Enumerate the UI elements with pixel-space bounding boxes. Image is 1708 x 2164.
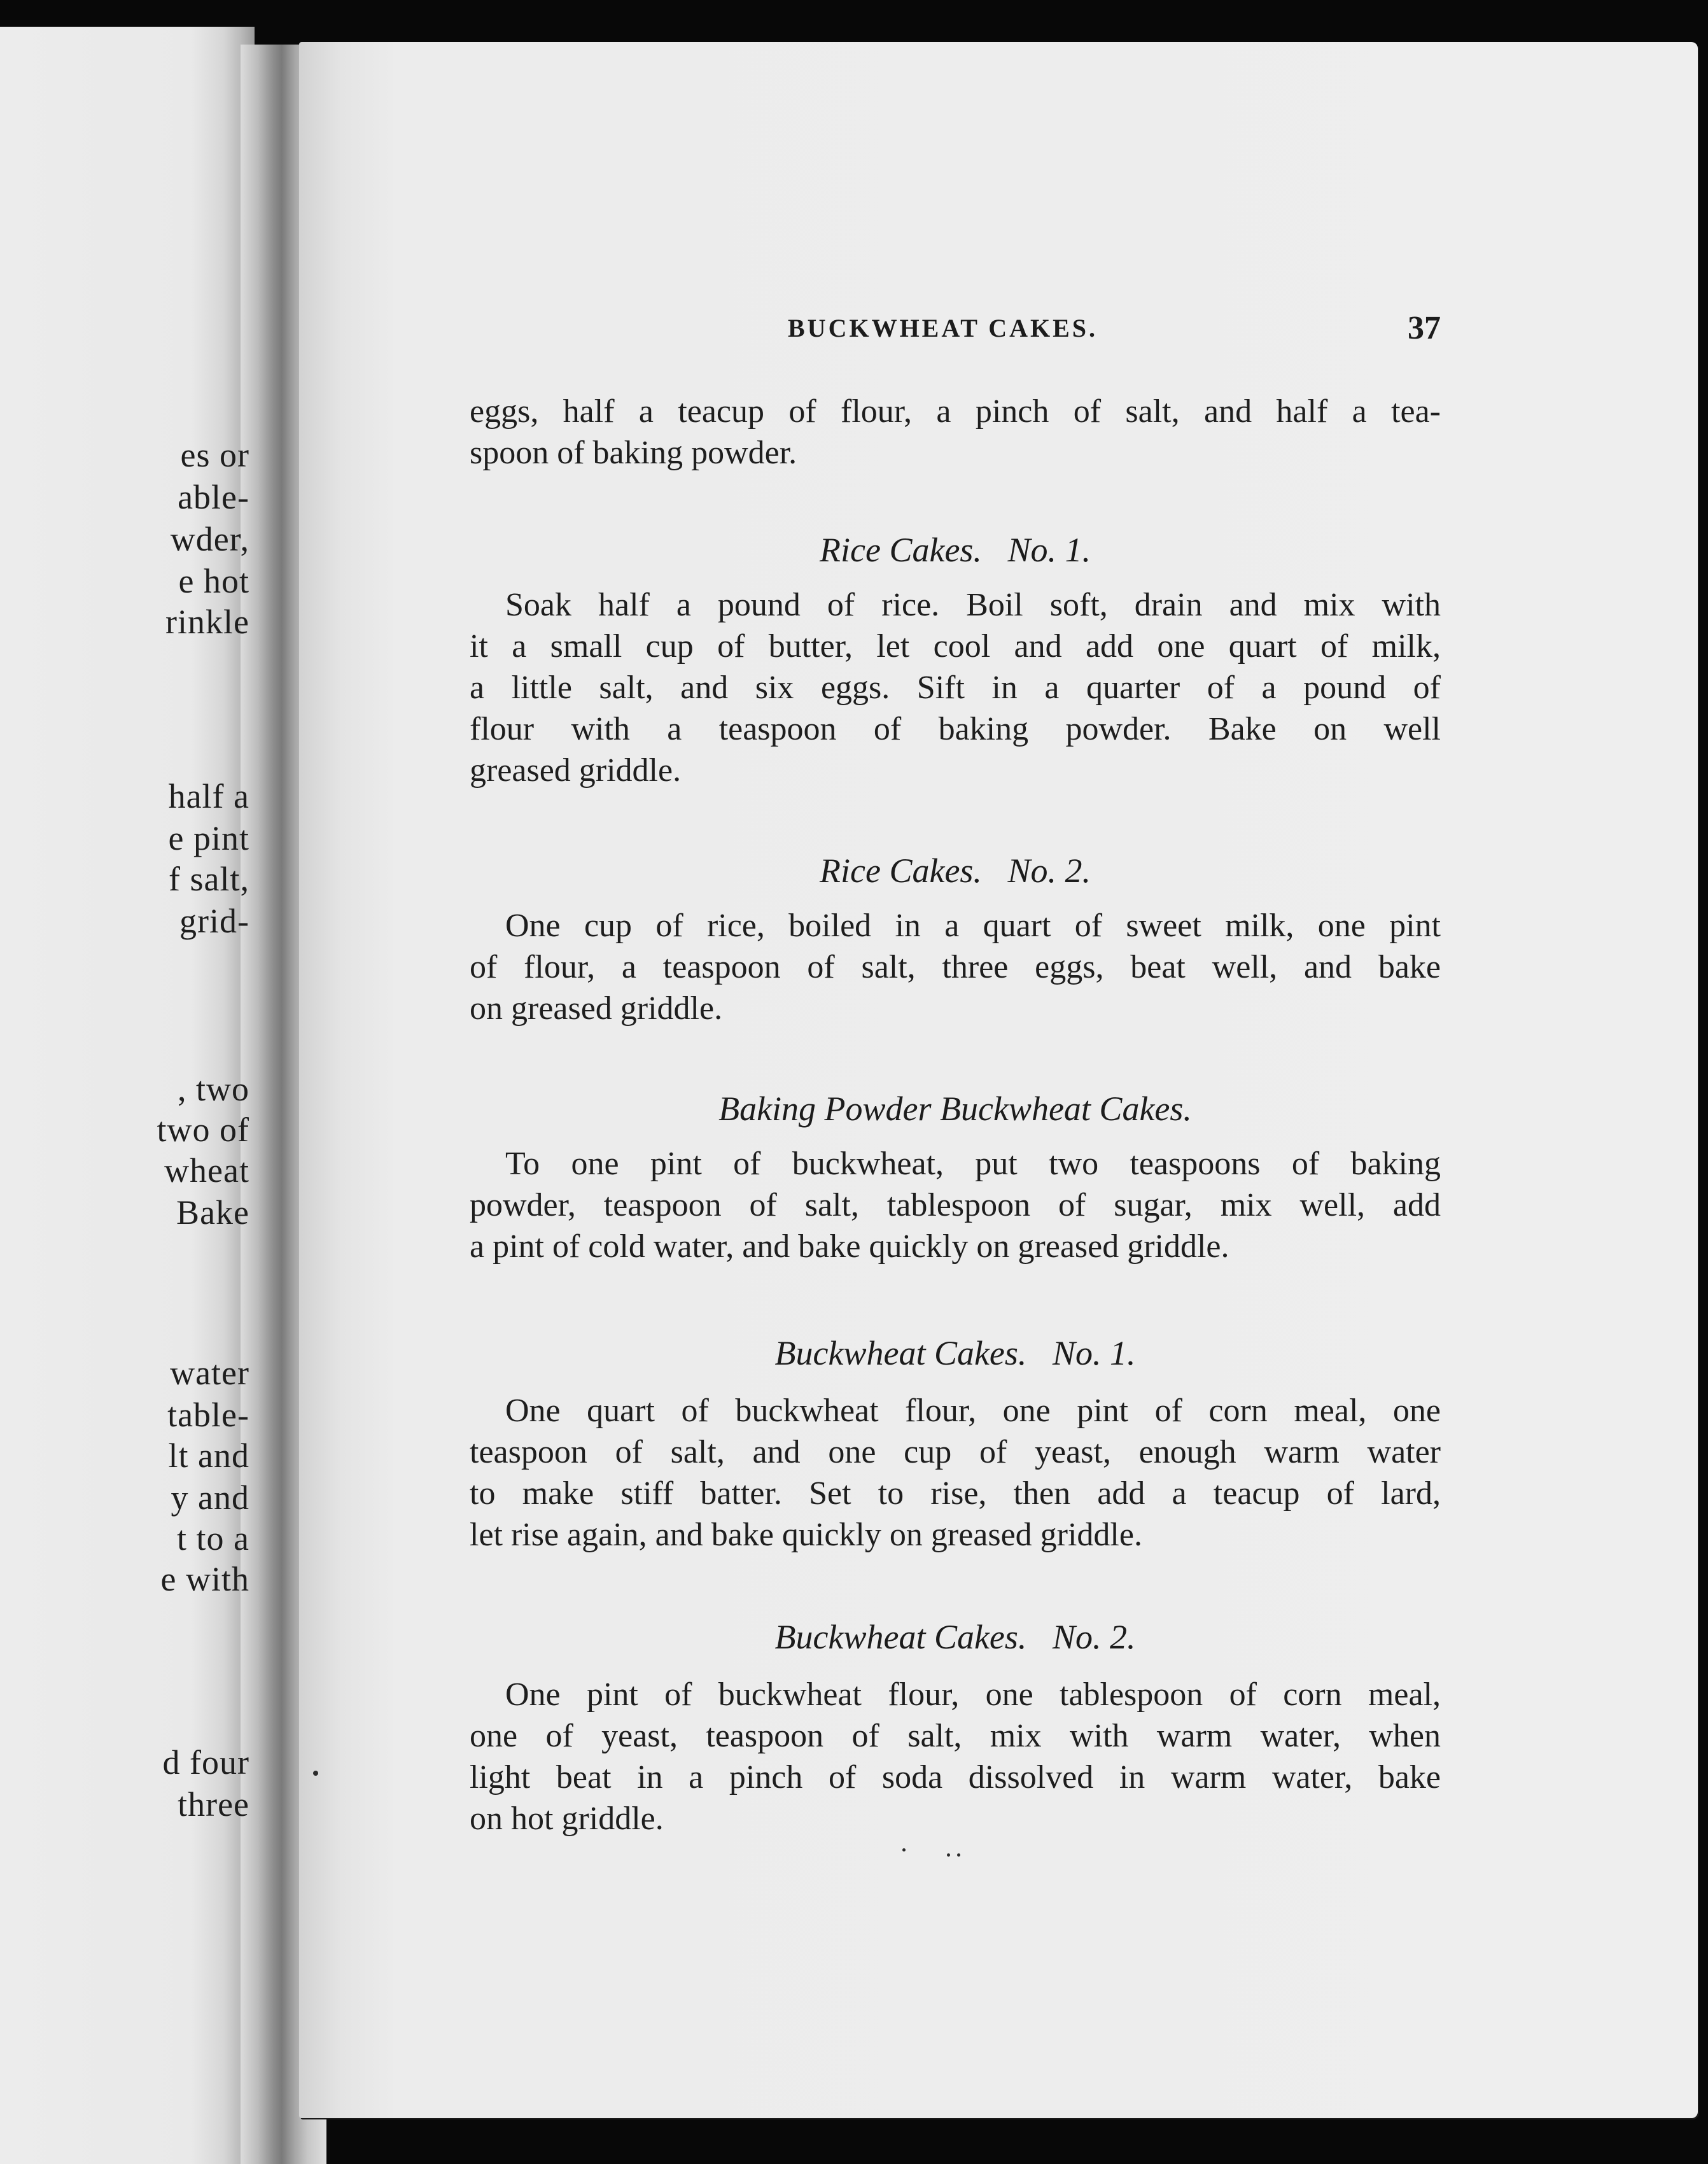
left-page-line: es or bbox=[180, 436, 249, 474]
paragraph-line: flour with a teaspoon of baking powder. Bake on well bbox=[470, 711, 1441, 747]
left-page-line: water bbox=[170, 1354, 249, 1392]
left-page-line: grid- bbox=[179, 902, 249, 940]
left-page-line: able- bbox=[178, 478, 249, 516]
recipe-rice-cakes-2 bbox=[470, 850, 1441, 891]
scan-speck bbox=[947, 1853, 950, 1857]
recipe-body bbox=[470, 1674, 1441, 1839]
recipe-number: No. 1. bbox=[1007, 531, 1091, 569]
recipe-number: No. 1. bbox=[1052, 1334, 1136, 1372]
recipe-heading bbox=[470, 1333, 1441, 1374]
left-page-line: table- bbox=[167, 1396, 249, 1434]
recipe-rice-cakes-1 bbox=[470, 530, 1441, 570]
paragraph-line: a little salt, and six eggs. Sift in a quarter of a pound of bbox=[470, 670, 1441, 706]
left-page-line: , two bbox=[178, 1070, 249, 1108]
left-page-line: three bbox=[178, 1785, 249, 1823]
recipe-baking-powder-buckwheat bbox=[470, 1088, 1441, 1129]
paragraph-line: One cup of rice, boiled in a quart of sweet milk, one pint bbox=[505, 908, 1441, 944]
paragraph-line: on hot griddle. bbox=[470, 1801, 664, 1837]
recipe-body bbox=[470, 584, 1441, 791]
recipe-title: Rice Cakes. bbox=[820, 531, 982, 569]
paragraph-line: eggs, half a teacup of flour, a pinch of salt, and half a tea- bbox=[470, 393, 1441, 430]
left-page-line: wheat bbox=[164, 1151, 249, 1190]
intro-continuation bbox=[470, 391, 1441, 474]
running-header bbox=[470, 310, 1441, 351]
recipe-number: No. 2. bbox=[1052, 1618, 1136, 1656]
recipe-buckwheat-cakes-1 bbox=[470, 1333, 1441, 1374]
left-page-line: rinkle bbox=[165, 603, 249, 641]
paragraph-line: of flour, a teaspoon of salt, three eggs, beat well, and bake bbox=[470, 949, 1441, 985]
paragraph-line: spoon of baking powder. bbox=[470, 435, 797, 471]
paragraph-line: light beat in a pinch of soda dissolved in warm water, bake bbox=[470, 1759, 1441, 1795]
left-page-line: y and bbox=[171, 1479, 249, 1517]
left-page-line: e with bbox=[160, 1560, 249, 1598]
recipe-body bbox=[470, 1390, 1441, 1556]
left-page-line: t to a bbox=[177, 1519, 249, 1557]
left-page-line: half a bbox=[168, 777, 249, 815]
paragraph-line: greased griddle. bbox=[470, 752, 682, 789]
recipe-title: Buckwheat Cakes. bbox=[774, 1334, 1027, 1372]
paragraph-line: let rise again, and bake quickly on greased griddle. bbox=[470, 1517, 1142, 1553]
paragraph-line: it a small cup of butter, let cool and add one quart of milk, bbox=[470, 628, 1441, 664]
paragraph-line: One pint of buckwheat flour, one tablespoon of corn meal, bbox=[505, 1676, 1441, 1713]
recipe-title: Baking Powder Buckwheat Cakes. bbox=[718, 1090, 1192, 1128]
recipe-heading bbox=[470, 1617, 1441, 1657]
paragraph-line: teaspoon of salt, and one cup of yeast, enough warm water bbox=[470, 1434, 1441, 1470]
paragraph-line: powder, teaspoon of salt, tablespoon of sugar, mix well, add bbox=[470, 1187, 1441, 1223]
left-page-line: wder, bbox=[170, 520, 249, 558]
recipe-heading bbox=[470, 850, 1441, 891]
left-page-line: two of bbox=[157, 1111, 249, 1149]
paragraph-line: on greased griddle. bbox=[470, 990, 723, 1027]
recipe-title: Buckwheat Cakes. bbox=[774, 1618, 1027, 1656]
scan-speck bbox=[313, 1771, 318, 1776]
recipe-body bbox=[470, 1143, 1441, 1267]
paragraph-line: One quart of buckwheat flour, one pint of corn meal, one bbox=[505, 1393, 1441, 1429]
scan-speck bbox=[902, 1848, 906, 1851]
paragraph-line: Soak half a pound of rice. Boil soft, drain and mix with bbox=[505, 587, 1441, 623]
left-page-line: Bake bbox=[176, 1193, 249, 1232]
recipe-buckwheat-cakes-2 bbox=[470, 1617, 1441, 1657]
recipe-body bbox=[470, 905, 1441, 1029]
recipe-heading bbox=[470, 1088, 1441, 1129]
paragraph-line: one of yeast, teaspoon of salt, mix with warm water, when bbox=[470, 1718, 1441, 1754]
recipe-heading bbox=[470, 530, 1441, 570]
running-title: BUCKWHEAT CAKES. bbox=[788, 314, 1098, 342]
recipe-number: No. 2. bbox=[1007, 852, 1091, 890]
left-page-line: d four bbox=[162, 1743, 249, 1781]
paragraph-line: To one pint of buckwheat, put two teaspoons of baking bbox=[505, 1146, 1441, 1182]
left-page-line: e hot bbox=[178, 562, 249, 600]
left-page-text bbox=[0, 0, 255, 2164]
scan-speck bbox=[957, 1853, 960, 1857]
left-page-line: f salt, bbox=[169, 860, 249, 898]
paragraph-line: a pint of cold water, and bake quickly on greased griddle. bbox=[470, 1228, 1229, 1265]
page-number: 37 bbox=[1408, 310, 1441, 346]
left-page-line: lt and bbox=[168, 1437, 249, 1475]
recipe-title: Rice Cakes. bbox=[820, 852, 982, 890]
left-page-line: e pint bbox=[168, 819, 249, 857]
paragraph-line: to make stiff batter. Set to rise, then add a teacup of lard, bbox=[470, 1475, 1441, 1512]
